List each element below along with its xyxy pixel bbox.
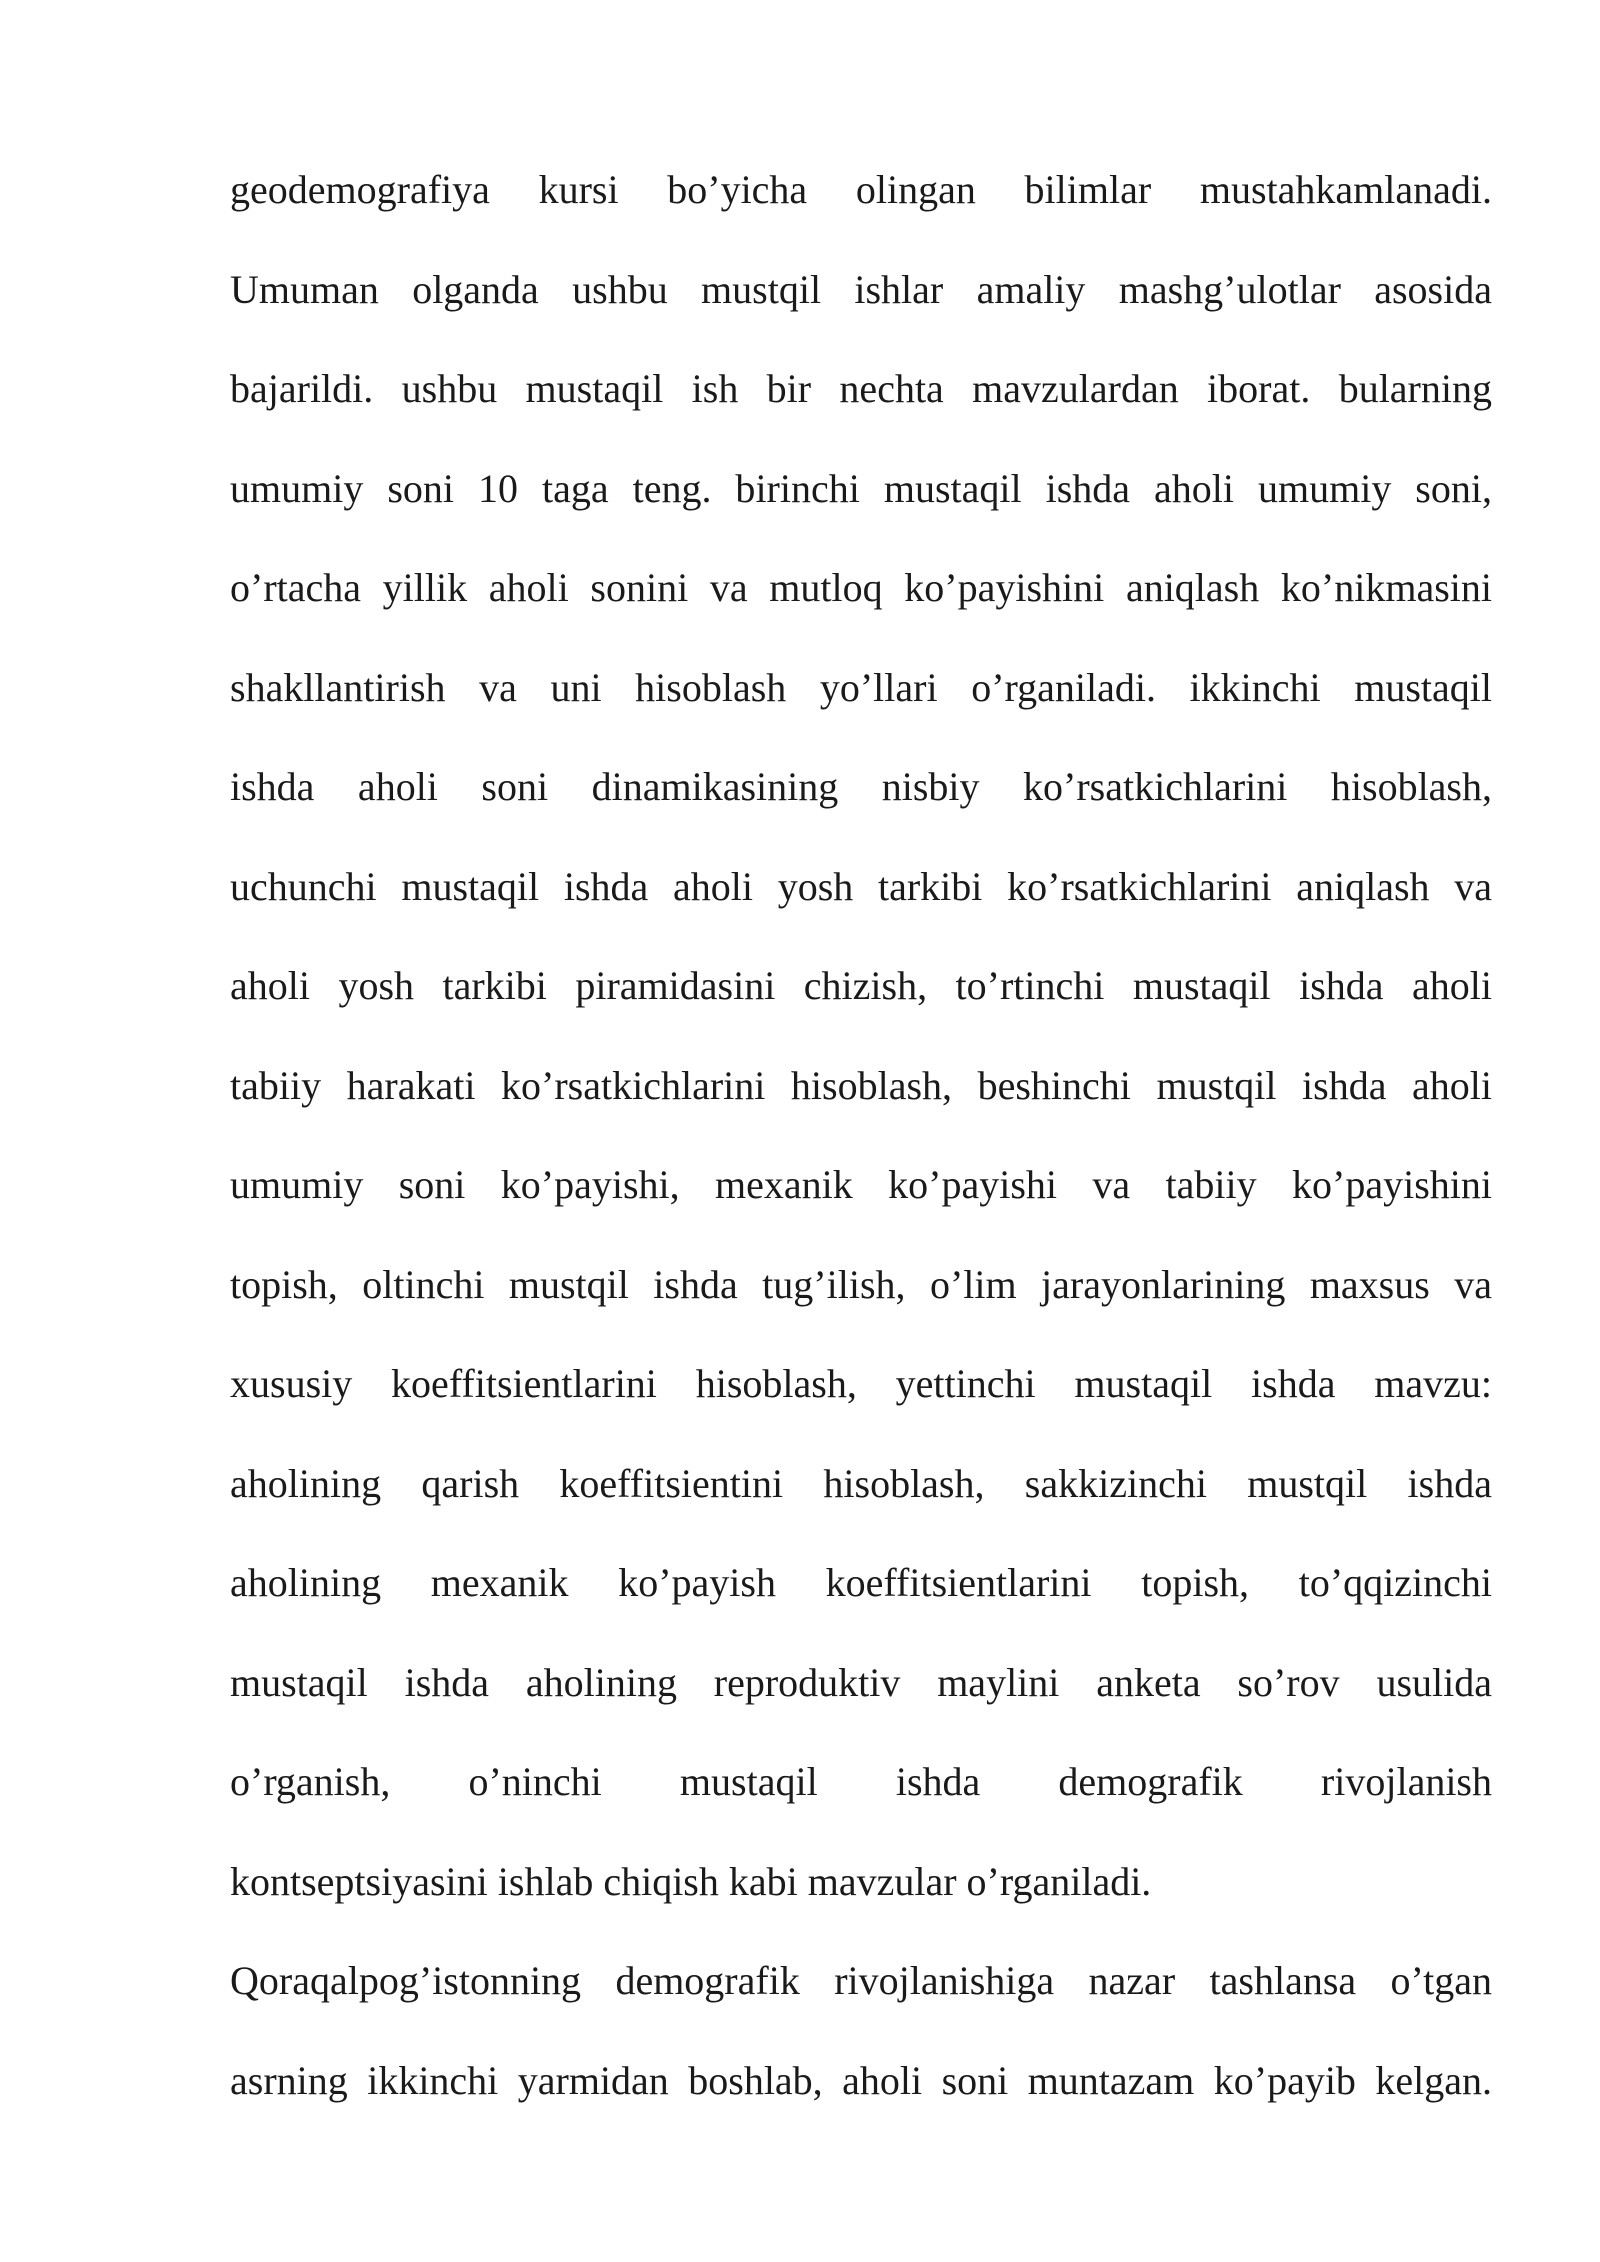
text-line: bajarildi. ushbu mustaqil ish bir nechta mavzulardan iborat. bularning xyxy=(230,366,1492,411)
paragraph-1 xyxy=(230,140,1492,1931)
text-line: topish, oltinchi mustqil ishda tug’ilish, o’lim jarayonlarining maxsus va xyxy=(230,1261,1492,1307)
text-line: geodemografiya kursi bo’yicha olingan bilimlar mustahkamlanadi. xyxy=(230,167,1492,212)
text-line: aholi yosh tarkibi piramidasini chizish, to’rtinchi mustaqil ishda aholi xyxy=(230,963,1492,1008)
text-line: shakllantirish va uni hisoblash yo’llari o’rganiladi. ikkinchi mustaqil xyxy=(230,664,1492,710)
text-line: umumiy soni 10 taga teng. birinchi mustaqil ishda aholi umumiy soni, xyxy=(230,465,1492,511)
text-line: umumiy soni ko’payishi, mexanik ko’payishi va tabiiy ko’payishini xyxy=(230,1162,1492,1207)
text-line: aholining mexanik ko’payish koeffitsientlarini topish, to’qqizinchi xyxy=(230,1560,1492,1605)
text-line: o’rtacha yillik aholi sonini va mutloq ko’payishini aniqlash ko’nikmasini xyxy=(230,565,1492,610)
text-line: mustaqil ishda aholining reproduktiv maylini anketa so’rov usulida xyxy=(230,1659,1492,1705)
text-line: xususiy koeffitsientlarini hisoblash, yettinchi mustaqil ishda mavzu: xyxy=(230,1361,1492,1406)
paragraph-2 xyxy=(230,1931,1492,2130)
text-line: aholining qarish koeffitsientini hisoblash, sakkizinchi mustqil ishda xyxy=(230,1460,1492,1506)
text-line: o’rganish, o’ninchi mustaqil ishda demografik rivojlanish xyxy=(230,1759,1492,1804)
text-line: Umuman olganda ushbu mustqil ishlar amaliy mashg’ulotlar asosida xyxy=(230,266,1492,312)
text-line: kontseptsiyasini ishlab chiqish kabi mavzular o’rganiladi. xyxy=(230,1858,1152,1904)
document-page xyxy=(230,140,1492,2130)
text-line: uchunchi mustaqil ishda aholi yosh tarkibi ko’rsatkichlarini aniqlash va xyxy=(230,863,1492,909)
text-line: asrning ikkinchi yarmidan boshlab, aholi soni muntazam ko’payib kelgan. xyxy=(230,2057,1492,2103)
text-line: Qoraqalpog’istonning demografik rivojlanishiga nazar tashlansa o’tgan xyxy=(230,1958,1492,2003)
text-line: tabiiy harakati ko’rsatkichlarini hisoblash, beshinchi mustqil ishda aholi xyxy=(230,1062,1492,1108)
text-line: ishda aholi soni dinamikasining nisbiy ko’rsatkichlarini hisoblash, xyxy=(230,764,1492,809)
